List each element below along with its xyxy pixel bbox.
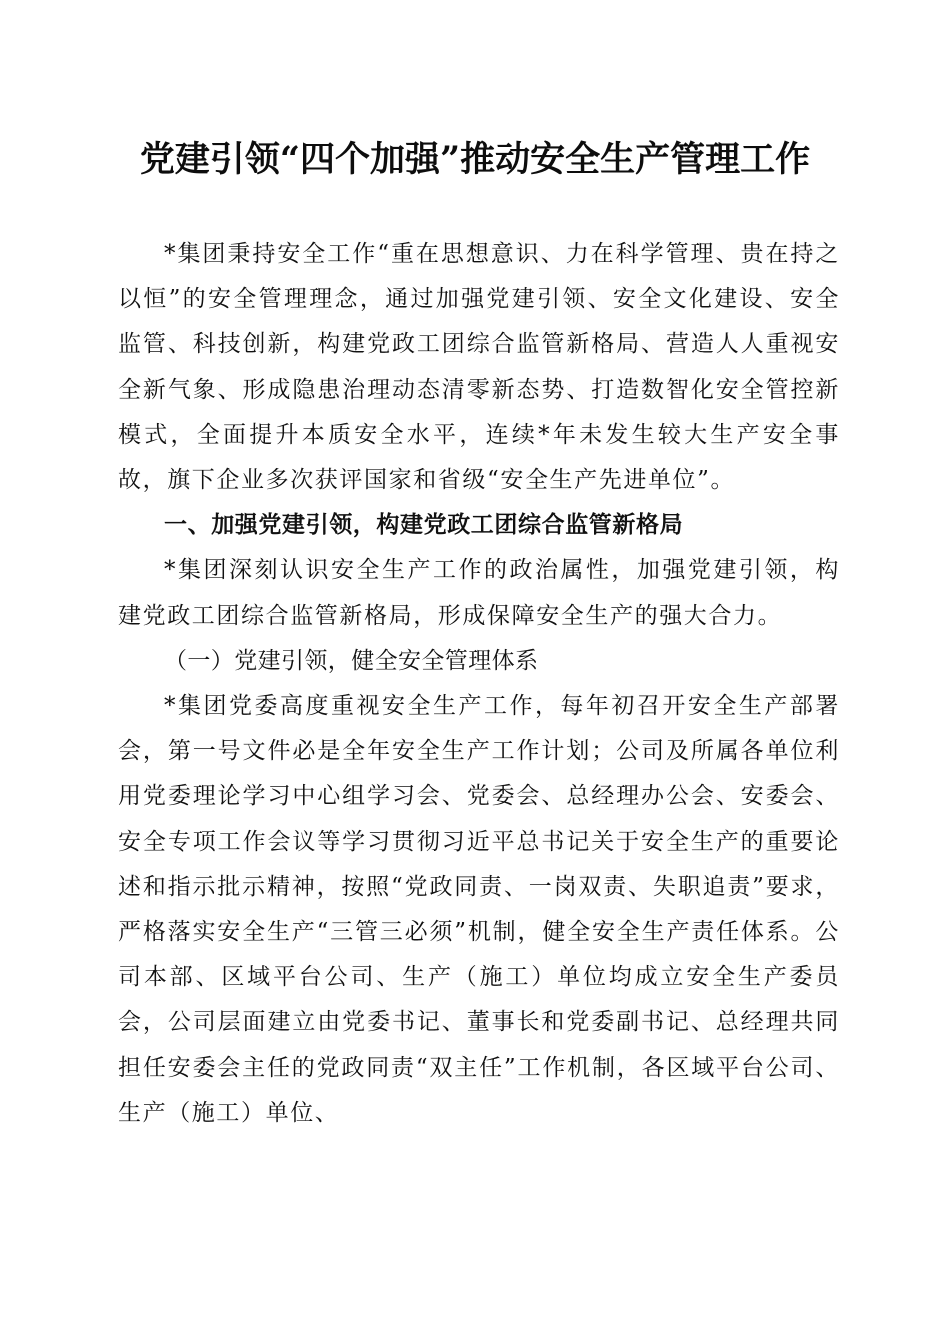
subsection-heading: （一）党建引领，健全安全管理体系 bbox=[164, 647, 539, 674]
subsection-paragraph: *集团党委高度重视安全生产工作，每年初召开安全生产部署会，第一号文件必是全年安全生产工作计划；公司及所属各单位利用党委理论学习中心组学习会、党委会、总经理办公会、安委会、安全专项工作会议等学习贯彻习近平总书记关于安全生产的重要论述和指示批示精神，按照“党政同责、一岗双责、失职追责”要求，严格落实安全生产“三管三必须”机制，健全安全生产责任体系。公司本部、区域平台公司、生产（施工）单位均成立安全生产委员会，公司层面建立由党委书记、董事长和党委副书记、总经理共同担任安委会主任的党政同责“双主任”工作机制，各区域平台公司、生产（施工）单位、 bbox=[118, 693, 840, 1126]
section-paragraph: *集团深刻认识安全生产工作的政治属性，加强党建引领，构建党政工团综合监管新格局，形成保障安全生产的强大合力。 bbox=[118, 557, 840, 629]
section-heading: 一、加强党建引领，构建党政工团综合监管新格局 bbox=[164, 512, 684, 539]
document-body bbox=[118, 232, 840, 1136]
document-title: 党建引领“四个加强”推动安全生产管理工作 bbox=[139, 139, 811, 180]
intro-paragraph: *集团秉持安全工作“重在思想意识、力在科学管理、贵在持之以恒”的安全管理理念，通过加强党建引领、安全文化建设、安全监管、科技创新，构建党政工团综合监管新格局、营造人人重视安全新气象、形成隐患治理动态清零新态势、打造数智化安全管控新模式，全面提升本质安全水平，连续*年未发生较大生产安全事故，旗下企业多次获评国家和省级“安全生产先进单位”。 bbox=[118, 241, 840, 494]
